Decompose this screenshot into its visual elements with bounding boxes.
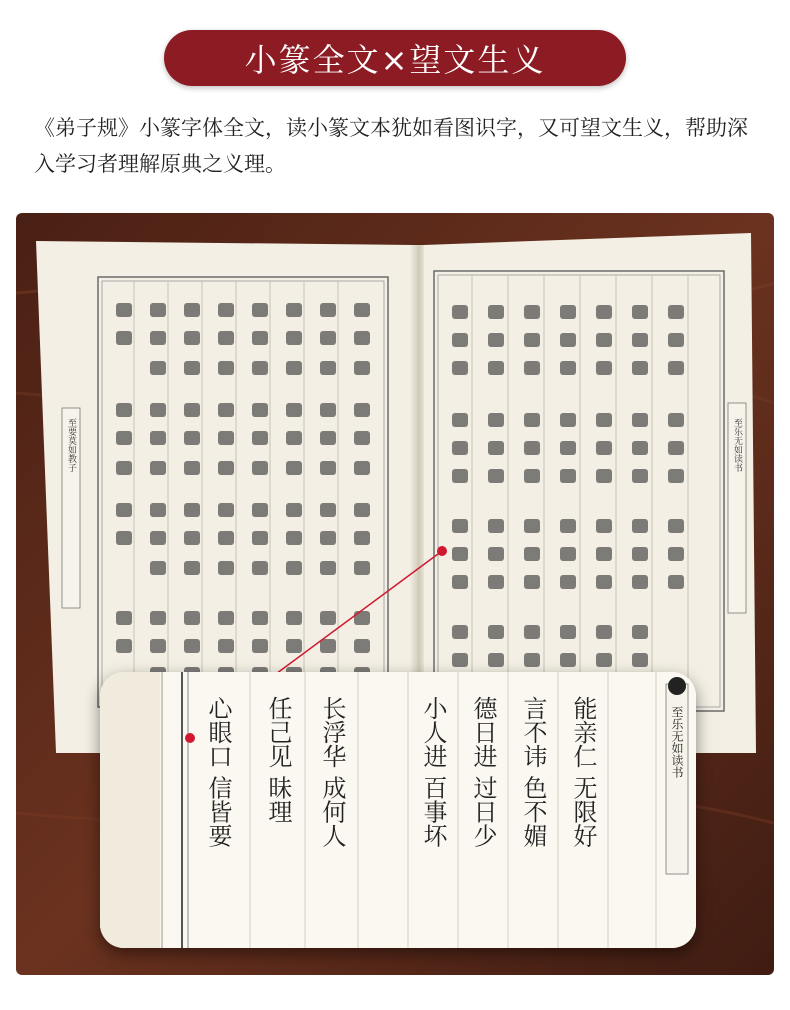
- pointer-dot-inset: [185, 733, 195, 743]
- magnified-page-illustration: [100, 672, 696, 948]
- magnified-column-4: 小人进 百事坏: [419, 696, 447, 848]
- magnified-inset: [100, 672, 696, 948]
- title-text: 小篆全文×望文生义: [244, 41, 546, 79]
- magnified-spine-label: 至乐无如读书: [670, 706, 684, 778]
- right-spine-label: 至乐无如读书: [732, 418, 742, 472]
- left-spine-label: 至要莫如教子: [66, 418, 76, 472]
- magnified-column-3: 长浮华 成何人: [318, 696, 346, 848]
- title-banner: [164, 30, 626, 86]
- magnified-column-5: 德日进 过日少: [469, 696, 497, 848]
- magnified-column-6: 言不讳 色不媚: [519, 696, 547, 848]
- description-text: 《弟子规》小篆字体全文，读小篆文本犹如看图识字，又可望文生义，帮助深入学习者理解原典之义理。: [34, 116, 748, 176]
- magnified-column-1: 心眼口 信皆要: [204, 696, 232, 848]
- magnified-column-7: 能亲仁 无限好: [569, 696, 597, 848]
- magnified-column-2: 任己见 昧理: [264, 696, 292, 824]
